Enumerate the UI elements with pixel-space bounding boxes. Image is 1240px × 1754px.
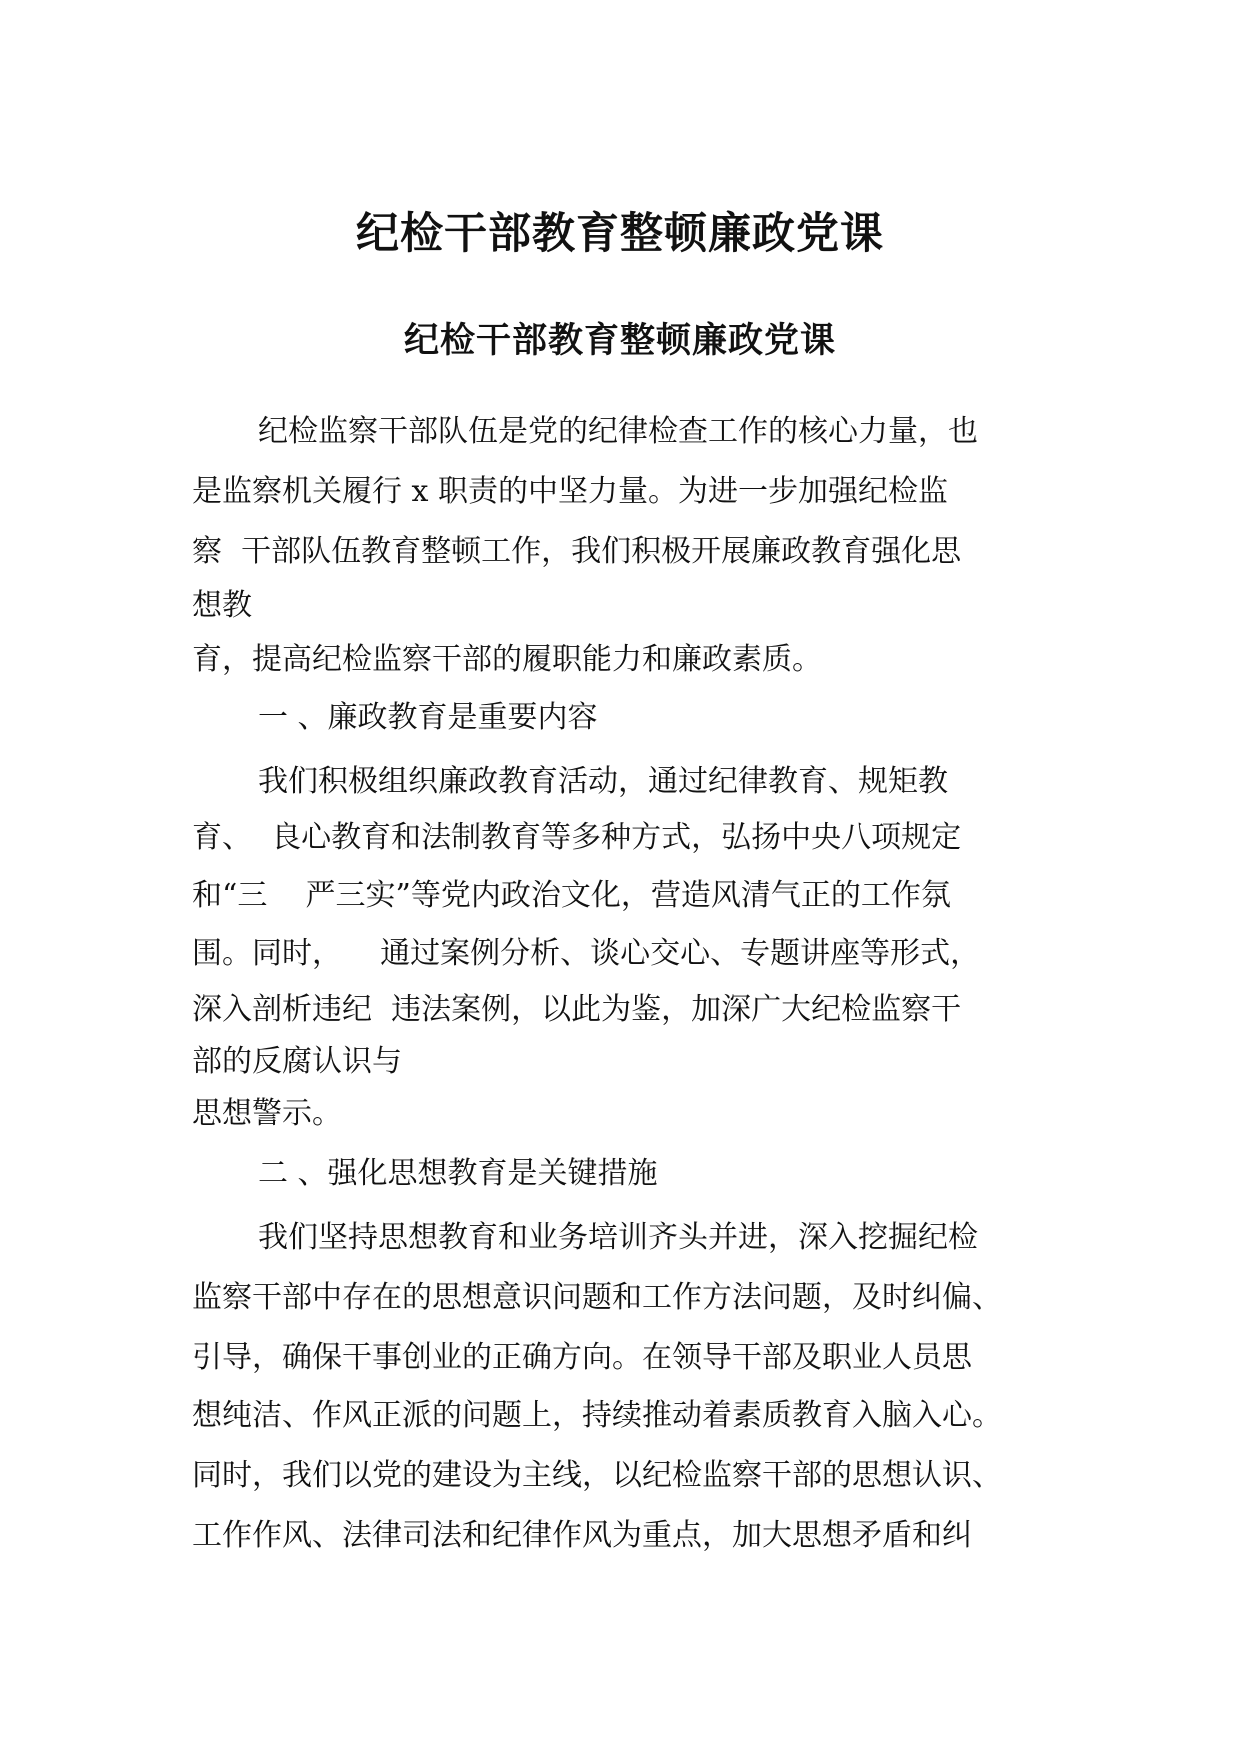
paragraph-2-line-1: 我们积极组织廉政教育活动，通过纪律教育、规矩教 [258, 764, 948, 799]
paragraph-2-line-2: 育、 良心教育和法制教育等多种方式，弘扬中央八项规定 [192, 820, 962, 855]
document-title: 纪检干部教育整顿廉政党课 [356, 209, 884, 259]
paragraph-2-line-6: 部的反腐认识与 [192, 1044, 402, 1079]
paragraph-2-line-7: 思想警示。 [192, 1096, 342, 1131]
paragraph-2-line-4: 围。同时， 通过案例分析、谈心交心、专题讲座等形式， [192, 936, 981, 971]
paragraph-3-line-4: 想纯洁、作风正派的问题上，持续推动着素质教育入脑入心。 [192, 1398, 1002, 1433]
section-heading-2: 二 、强化思想教育是关键措施 [258, 1156, 658, 1191]
paragraph-1-line-4: 想教 [192, 588, 252, 623]
paragraph-1-line-5: 育，提高纪检监察干部的履职能力和廉政素质。 [192, 642, 822, 677]
paragraph-3-line-1: 我们坚持思想教育和业务培训齐头并进，深入挖掘纪检 [258, 1220, 978, 1255]
paragraph-1-line-3: 察 干部队伍教育整顿工作，我们积极开展廉政教育强化思 [192, 534, 962, 569]
paragraph-3-line-3: 引导，确保干事创业的正确方向。在领导干部及职业人员思 [192, 1340, 972, 1375]
paragraph-1-line-2: 是监察机关履行 x 职责的中坚力量。为进一步加强纪检监 [192, 474, 948, 509]
paragraph-3-line-2: 监察干部中存在的思想意识问题和工作方法问题，及时纠偏、 [192, 1280, 1002, 1315]
paragraph-3-line-6: 工作作风、法律司法和纪律作风为重点，加大思想矛盾和纠 [192, 1518, 972, 1553]
paragraph-3-line-5: 同时，我们以党的建设为主线，以纪检监察干部的思想认识、 [192, 1458, 1002, 1493]
paragraph-2-line-3: 和“三 严三实”等党内政治文化，营造风清气正的工作氛 [192, 878, 951, 913]
document-subtitle: 纪检干部教育整顿廉政党课 [403, 321, 836, 361]
section-heading-1: 一 、廉政教育是重要内容 [258, 700, 598, 735]
paragraph-2-line-5: 深入剖析违纪 违法案例，以此为鉴，加深广大纪检监察干 [192, 992, 962, 1027]
paragraph-1-line-1: 纪检监察干部队伍是党的纪律检查工作的核心力量，也 [258, 414, 978, 449]
